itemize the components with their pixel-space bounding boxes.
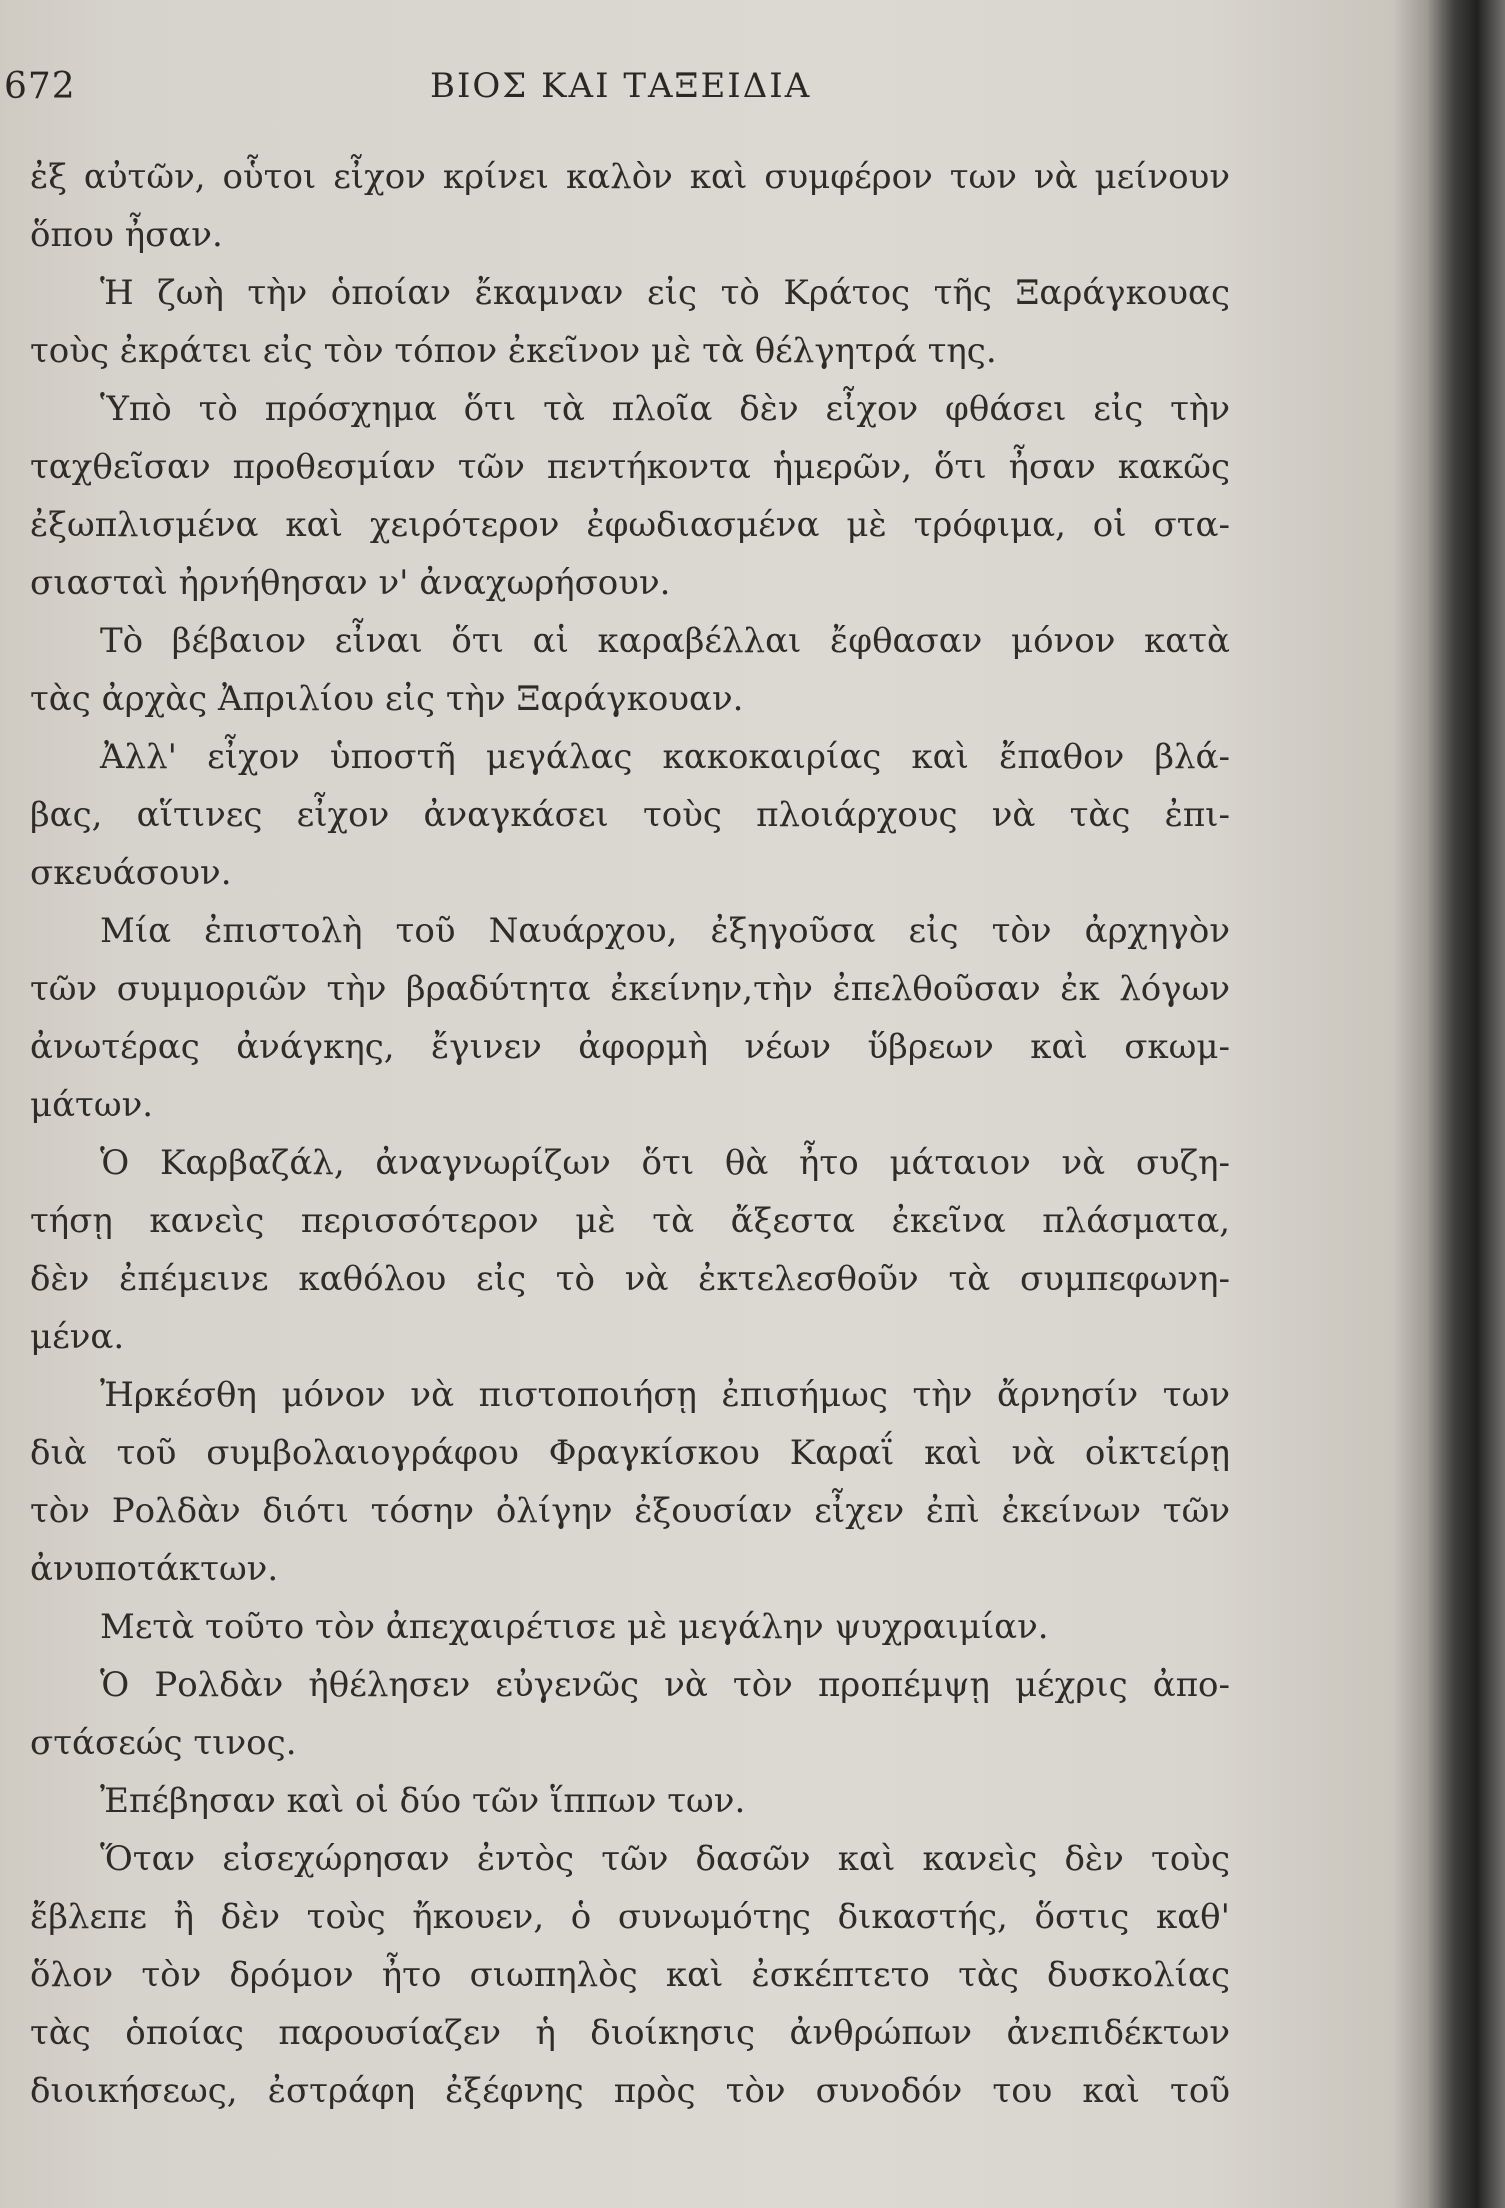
text-line: σκευάσουν. bbox=[30, 853, 232, 893]
text-line: Ὅταν εἰσεχώρησαν ἐντὸς τῶν δασῶν καὶ κανεὶς δὲν τοὺς bbox=[100, 1839, 1230, 1879]
text-line: Ἐπέβησαν καὶ οἱ δύο τῶν ἵππων των. bbox=[100, 1781, 746, 1821]
text-line: τοὺς ἐκράτει εἰς τὸν τόπον ἐκεῖνον μὲ τὰ θέλγητρά της. bbox=[30, 331, 997, 371]
text-line: ἐξ αὐτῶν, οὗτοι εἶχον κρίνει καλὸν καὶ συμφέρον των νὰ μείνουν bbox=[30, 157, 1230, 197]
text-line: βας, αἵτινες εἶχον ἀναγκάσει τοὺς πλοιάρχους νὰ τὰς ἐπι- bbox=[30, 795, 1230, 835]
text-line: ὅπου ἦσαν. bbox=[30, 215, 223, 255]
binding-shadow bbox=[1393, 0, 1505, 2208]
text-line: τήσῃ κανεὶς περισσότερον μὲ τὰ ἄξεστα ἐκεῖνα πλάσματα, bbox=[30, 1201, 1230, 1241]
running-title: ΒΙΟΣ ΚΑΙ ΤΑΞΕΙΔΙΑ bbox=[430, 66, 812, 106]
body-text bbox=[30, 148, 1230, 2120]
text-line: Ὁ Ρολδὰν ἠθέλησεν εὐγενῶς νὰ τὸν προπέμψῃ μέχρις ἀπο- bbox=[100, 1665, 1230, 1705]
text-line: ὅλον τὸν δρόμον ἦτο σιωπηλὸς καὶ ἐσκέπτετο τὰς δυσκολίας bbox=[30, 1955, 1230, 1995]
text-line: τὸν Ρολδὰν διότι τόσην ὀλίγην ἐξουσίαν εἶχεν ἐπὶ ἐκείνων τῶν bbox=[30, 1491, 1230, 1531]
text-line: στάσεώς τινος. bbox=[30, 1723, 297, 1763]
text-line: Ὁ Καρβαζάλ, ἀναγνωρίζων ὅτι θὰ ἦτο μάταιον νὰ συζη- bbox=[100, 1143, 1230, 1183]
text-line: Ἀλλ' εἶχον ὑποστῆ μεγάλας κακοκαιρίας καὶ ἔπαθον βλά- bbox=[100, 737, 1230, 777]
page-number: 672 bbox=[4, 66, 76, 107]
text-line: τὰς ἀρχὰς Ἀπριλίου εἰς τὴν Ξαράγκουαν. bbox=[30, 679, 744, 719]
text-line: ἐξωπλισμένα καὶ χειρότερον ἐφωδιασμένα μὲ τρόφιμα, οἱ στα- bbox=[30, 505, 1230, 545]
text-line: σιασταὶ ἠρνήθησαν ν' ἀναχωρήσουν. bbox=[30, 563, 671, 603]
text-line: Τὸ βέβαιον εἶναι ὅτι αἱ καραβέλλαι ἔφθασαν μόνον κατὰ bbox=[100, 621, 1230, 661]
text-line: μάτων. bbox=[30, 1085, 154, 1125]
text-line: τῶν συμμοριῶν τὴν βραδύτητα ἐκείνην,τὴν ἐπελθοῦσαν ἐκ λόγων bbox=[30, 969, 1230, 1009]
text-line: διὰ τοῦ συμβολαιογράφου Φραγκίσκου Καραΐ καὶ νὰ οἰκτείρῃ bbox=[30, 1433, 1230, 1473]
text-line: τὰς ὁποίας παρουσίαζεν ἡ διοίκησις ἀνθρώπων ἀνεπιδέκτων bbox=[30, 2013, 1230, 2053]
text-line: μένα. bbox=[30, 1317, 125, 1357]
text-line: ἔβλεπε ἢ δὲν τοὺς ἤκουεν, ὁ συνωμότης δικαστής, ὅστις καθ' bbox=[30, 1897, 1230, 1937]
text-line: ταχθεῖσαν προθεσμίαν τῶν πεντήκοντα ἡμερῶν, ὅτι ἦσαν κακῶς bbox=[30, 447, 1230, 487]
text-line: Μετὰ τοῦτο τὸν ἀπεχαιρέτισε μὲ μεγάλην ψυχραιμίαν. bbox=[100, 1607, 1049, 1647]
text-line: Μία ἐπιστολὴ τοῦ Ναυάρχου, ἐξηγοῦσα εἰς τὸν ἀρχηγὸν bbox=[100, 911, 1230, 951]
page-header bbox=[0, 66, 1505, 112]
text-line: Ὑπὸ τὸ πρόσχημα ὅτι τὰ πλοῖα δὲν εἶχον φθάσει εἰς τὴν bbox=[100, 389, 1230, 429]
text-line: ἀνωτέρας ἀνάγκης, ἔγινεν ἀφορμὴ νέων ὕβρεων καὶ σκωμ- bbox=[30, 1027, 1230, 1067]
text-line: ἀνυποτάκτων. bbox=[30, 1549, 279, 1589]
text-line: Ἠρκέσθη μόνον νὰ πιστοποιήσῃ ἐπισήμως τὴν ἄρνησίν των bbox=[100, 1375, 1230, 1415]
text-line: δὲν ἐπέμεινε καθόλου εἰς τὸ νὰ ἐκτελεσθοῦν τὰ συμπεφωνη- bbox=[30, 1259, 1230, 1299]
text-line: Ἡ ζωὴ τὴν ὁποίαν ἔκαμναν εἰς τὸ Κράτος τῆς Ξαράγκουας bbox=[100, 273, 1230, 313]
text-line: διοικήσεως, ἐστράφη ἐξέφνης πρὸς τὸν συνοδόν του καὶ τοῦ bbox=[30, 2071, 1230, 2111]
